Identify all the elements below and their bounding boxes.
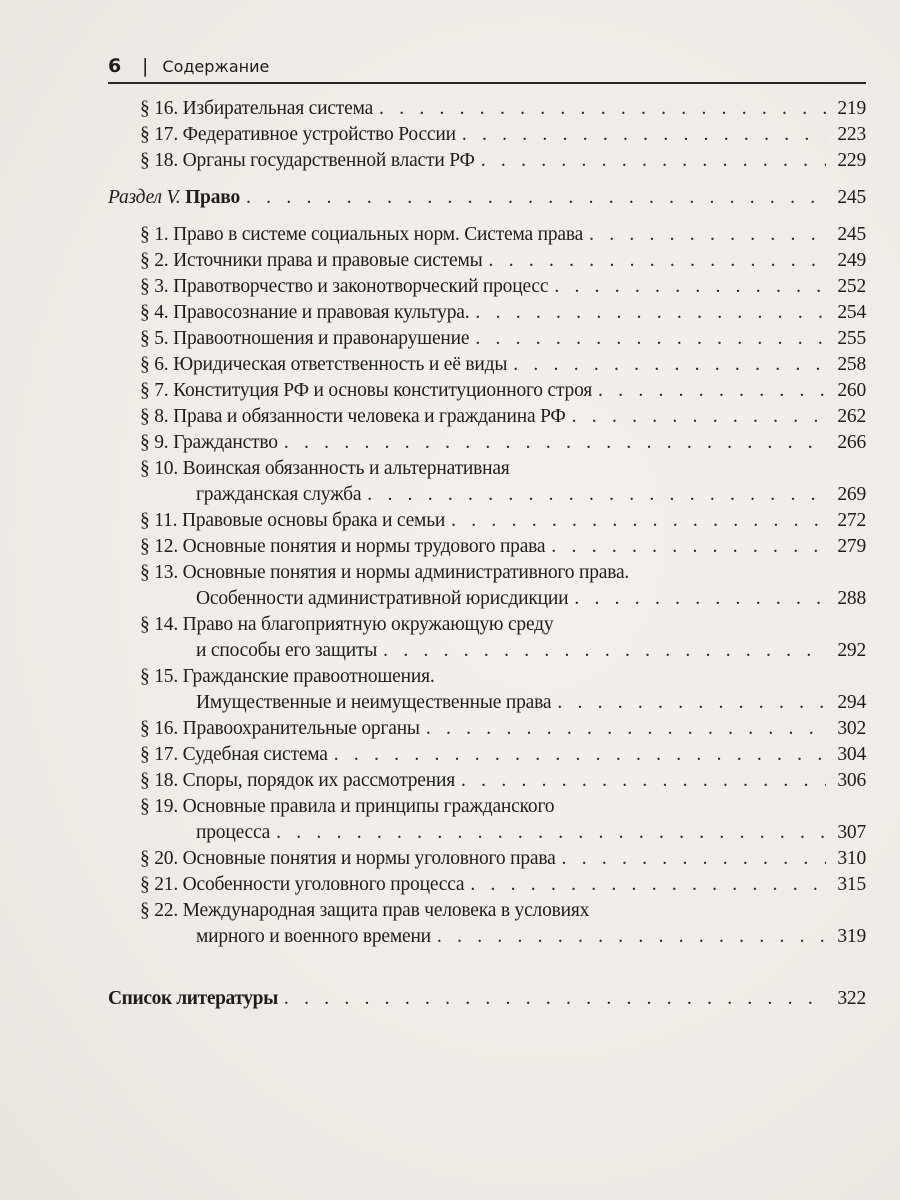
- leader-dots: [513, 352, 826, 378]
- leader-dots: [367, 482, 826, 508]
- toc-entry-title: § 7. Конституция РФ и основы конституционного строя: [140, 380, 593, 401]
- leader-dots: [481, 148, 826, 174]
- toc-entry-title: § 18. Споры, порядок их рассмотрения: [140, 770, 456, 791]
- toc-entry-page-number: 319: [837, 926, 866, 947]
- leader-dots: [475, 326, 826, 352]
- toc-entry[interactable]: [108, 768, 866, 794]
- toc-entry[interactable]: [108, 898, 866, 950]
- leader-dots: [334, 742, 826, 768]
- toc-entry-title: процесса: [196, 822, 271, 843]
- toc-entry-title: § 8. Права и обязанности человека и гражданина РФ: [140, 406, 566, 427]
- toc-entry-title: § 21. Особенности уголовного процесса: [140, 874, 465, 895]
- toc-entry-title: гражданская служба: [196, 484, 362, 505]
- toc-entry[interactable]: [108, 222, 866, 248]
- toc-entry-page-number: 258: [837, 354, 866, 375]
- toc-entry-page-number: 255: [837, 328, 866, 349]
- toc-entry-title: § 12. Основные понятия и нормы трудового права: [140, 536, 546, 557]
- toc-entry[interactable]: [108, 404, 866, 430]
- toc-entry-title: Особенности административной юрисдикции: [196, 588, 569, 609]
- toc-entry-title: § 5. Правоотношения и правонарушение: [140, 328, 470, 349]
- toc-entry[interactable]: [108, 664, 866, 716]
- leader-dots: [598, 378, 826, 404]
- toc-entry-page-number: 260: [837, 380, 866, 401]
- leader-dots: [451, 508, 826, 534]
- toc-entry[interactable]: [108, 534, 866, 560]
- header-title: Содержание: [162, 57, 270, 76]
- toc-entry[interactable]: [108, 846, 866, 872]
- leader-dots: [562, 846, 826, 872]
- part-page-number: 245: [837, 187, 866, 208]
- leader-dots: [489, 248, 826, 274]
- toc-entry-title: § 22. Международная защита прав человека в условиях: [140, 900, 590, 921]
- toc-entry-title: § 13. Основные понятия и нормы административного права.: [140, 562, 630, 583]
- leader-dots: [246, 185, 826, 211]
- toc-entry[interactable]: [108, 612, 866, 664]
- part-sections: [108, 222, 866, 950]
- toc-entry[interactable]: [108, 248, 866, 274]
- leader-dots: [475, 300, 826, 326]
- toc-entry-title: § 15. Гражданские правоотношения.: [140, 666, 435, 687]
- toc-entry-title: § 20. Основные понятия и нормы уголовного права: [140, 848, 556, 869]
- leader-dots: [461, 768, 826, 794]
- toc-entry[interactable]: [108, 122, 866, 148]
- toc-entry-page-number: 307: [837, 822, 866, 843]
- toc-entry-title: § 11. Правовые основы брака и семьи: [140, 510, 446, 531]
- previous-part-sections: [108, 96, 866, 174]
- toc-entry[interactable]: [108, 326, 866, 352]
- leader-dots: [426, 716, 826, 742]
- toc-entry-page-number: 292: [837, 640, 866, 661]
- toc-entry-title: § 14. Право на благоприятную окружающую среду: [140, 614, 554, 635]
- leader-dots: [379, 96, 826, 122]
- toc-entry-title: § 17. Федеративное устройство России: [140, 124, 456, 145]
- toc-entry[interactable]: [108, 456, 866, 508]
- toc-entry[interactable]: [108, 96, 866, 122]
- toc-entry-title: § 19. Основные правила и принципы гражданского: [140, 796, 555, 817]
- toc-entry-page-number: 269: [837, 484, 866, 505]
- toc-entry-title: § 18. Органы государственной власти РФ: [140, 150, 475, 171]
- part-title: Право: [185, 187, 241, 208]
- toc-entry[interactable]: [108, 378, 866, 404]
- toc-entry-page-number: 310: [837, 848, 866, 869]
- leader-dots: [574, 586, 826, 612]
- toc-entry-page-number: 229: [837, 150, 866, 171]
- leader-dots: [572, 404, 826, 430]
- toc-entry-title: и способы его защиты: [196, 640, 378, 661]
- toc-entry[interactable]: [108, 352, 866, 378]
- toc-entry[interactable]: [108, 148, 866, 174]
- toc-entry-title: § 16. Правоохранительные органы: [140, 718, 420, 739]
- leader-dots: [284, 430, 826, 456]
- toc-entry[interactable]: [108, 274, 866, 300]
- table-of-contents: [108, 96, 866, 1012]
- part-label: Раздел V.: [108, 187, 181, 208]
- leader-dots: [551, 534, 826, 560]
- header-separator: |: [142, 55, 149, 77]
- toc-entry-title: § 17. Судебная система: [140, 744, 328, 765]
- toc-entry-title: § 6. Юридическая ответственность и её виды: [140, 354, 508, 375]
- bibliography-page-number: 322: [837, 988, 866, 1009]
- toc-entry[interactable]: [108, 794, 866, 846]
- bibliography-title: Список литературы: [108, 988, 278, 1009]
- toc-entry-page-number: 304: [837, 744, 866, 765]
- toc-entry-page-number: 262: [837, 406, 866, 427]
- toc-entry-page-number: 254: [837, 302, 866, 323]
- toc-entry[interactable]: [108, 508, 866, 534]
- toc-entry-title: § 9. Гражданство: [140, 432, 278, 453]
- leader-dots: [284, 986, 826, 1012]
- toc-entry[interactable]: [108, 742, 866, 768]
- running-header: [108, 54, 866, 84]
- toc-entry-page-number: 252: [837, 276, 866, 297]
- leader-dots: [554, 274, 826, 300]
- toc-entry[interactable]: [108, 872, 866, 898]
- toc-entry-title: § 10. Воинская обязанность и альтернативная: [140, 458, 510, 479]
- toc-entry-title: § 4. Правосознание и правовая культура.: [140, 302, 470, 323]
- toc-entry-title: Имущественные и неимущественные права: [196, 692, 552, 713]
- toc-entry-page-number: 245: [837, 224, 866, 245]
- toc-entry-page-number: 288: [837, 588, 866, 609]
- toc-entry[interactable]: [108, 716, 866, 742]
- leader-dots: [470, 872, 826, 898]
- toc-entry-title: § 16. Избирательная система: [140, 98, 374, 119]
- toc-entry-page-number: 249: [837, 250, 866, 271]
- toc-entry-page-number: 302: [837, 718, 866, 739]
- toc-entry-page-number: 306: [837, 770, 866, 791]
- leader-dots: [589, 222, 826, 248]
- toc-entry-page-number: 279: [837, 536, 866, 557]
- toc-entry-title: § 1. Право в системе социальных норм. Система права: [140, 224, 584, 245]
- page-number: 6: [108, 55, 122, 77]
- leader-dots: [557, 690, 826, 716]
- toc-entry[interactable]: [108, 560, 866, 612]
- toc-entry-page-number: 266: [837, 432, 866, 453]
- toc-entry-page-number: 272: [837, 510, 866, 531]
- leader-dots: [437, 924, 826, 950]
- toc-bibliography[interactable]: [108, 986, 866, 1012]
- toc-entry-title: мирного и военного времени: [196, 926, 431, 947]
- toc-entry-page-number: 315: [837, 874, 866, 895]
- toc-entry[interactable]: [108, 300, 866, 326]
- toc-entry-title: § 3. Правотворчество и законотворческий процесс: [140, 276, 549, 297]
- toc-entry-title: § 2. Источники права и правовые системы: [140, 250, 483, 271]
- leader-dots: [383, 638, 826, 664]
- leader-dots: [276, 820, 826, 846]
- leader-dots: [462, 122, 826, 148]
- toc-entry[interactable]: [108, 430, 866, 456]
- toc-entry-page-number: 294: [837, 692, 866, 713]
- toc-part-heading[interactable]: [108, 185, 866, 211]
- toc-entry-page-number: 223: [837, 124, 866, 145]
- toc-entry-page-number: 219: [837, 98, 866, 119]
